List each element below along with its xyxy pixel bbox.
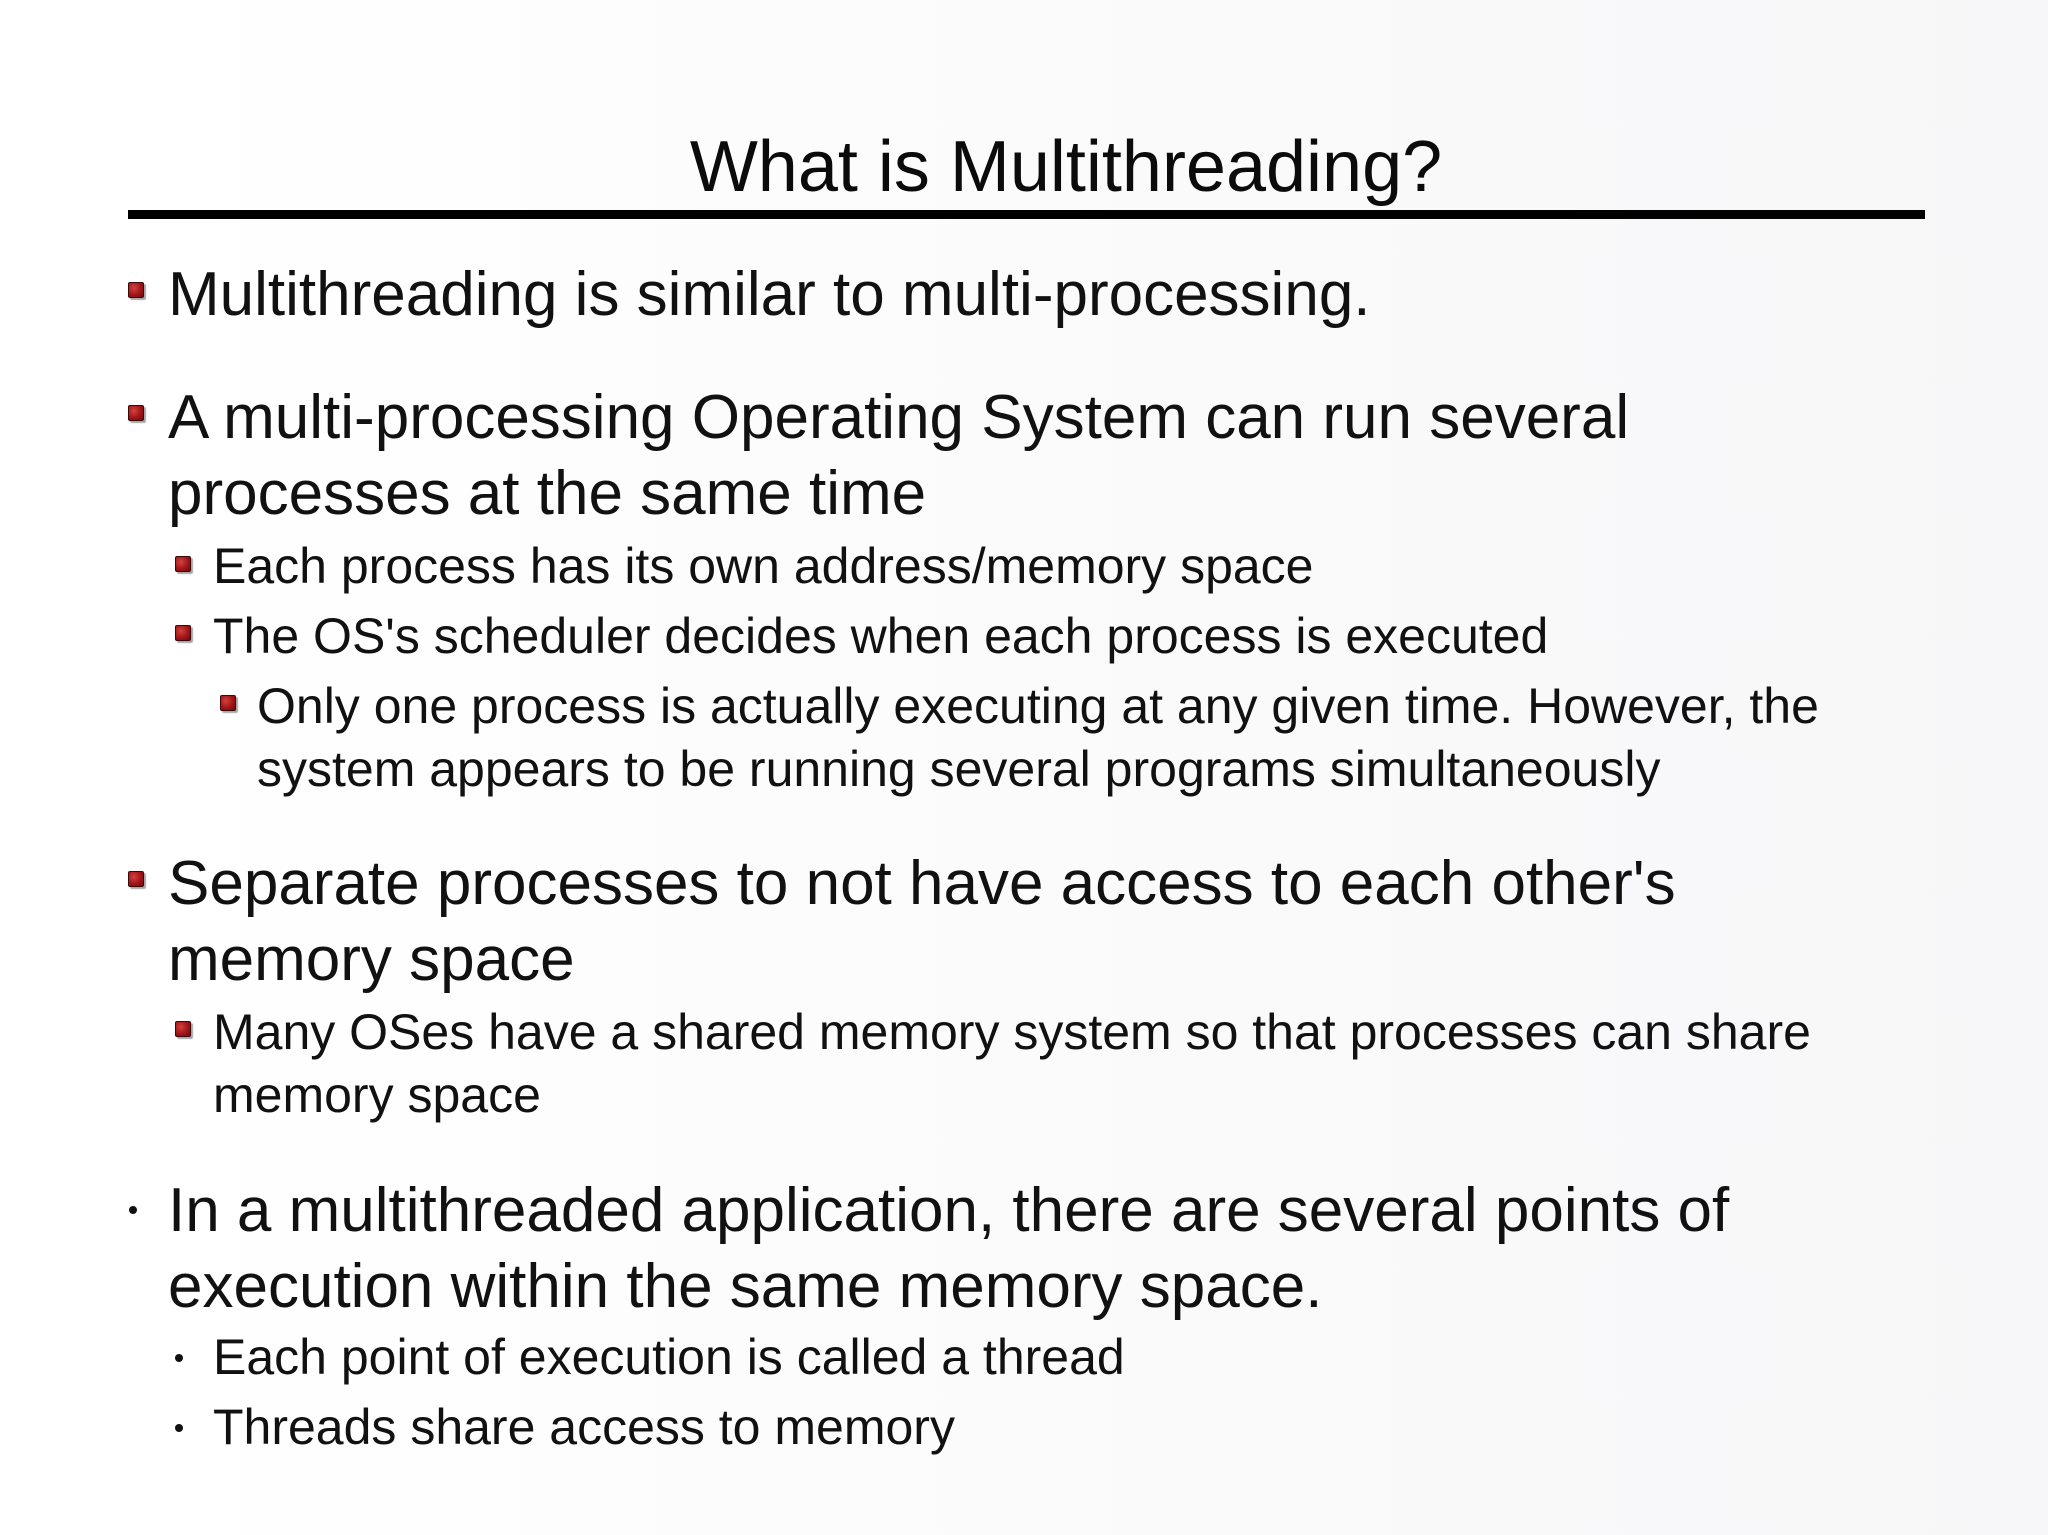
- bullet-level3-text: Only one process is actually executing at any given time. However, the system appears to be running several programs simultaneously: [257, 678, 1819, 797]
- red-square-bullet-icon: [175, 1021, 191, 1037]
- bullet-level2-text: Many OSes have a shared memory system so that processes can share memory space: [213, 1004, 1811, 1123]
- red-square-bullet-icon: [128, 282, 144, 298]
- bullet-level2-text: Each process has its own address/memory space: [213, 538, 1314, 594]
- bullet-level1-text: A multi-processing Operating System can run several processes at the same time: [168, 383, 1630, 528]
- dot-bullet-icon: [129, 1206, 137, 1214]
- dot-bullet-icon: [175, 1424, 183, 1432]
- bullet-level2-text: Threads share access to memory: [213, 1399, 955, 1455]
- bullet-level1-text: In a multithreaded application, there are several points of execution within the same memory space.: [168, 1176, 1730, 1321]
- red-square-bullet-icon: [175, 556, 191, 572]
- red-square-bullet-icon: [220, 695, 236, 711]
- red-square-bullet-icon: [128, 871, 144, 887]
- bullet-level1-text: Multithreading is similar to multi-processing.: [168, 260, 1371, 329]
- bullet-level1-text: Separate processes to not have access to each other's memory space: [168, 849, 1676, 994]
- title-underline: [128, 210, 1925, 219]
- dot-bullet-icon: [175, 1354, 183, 1362]
- slide-title: What is Multithreading?: [689, 127, 1443, 207]
- bullet-level2-text: Each point of execution is called a thread: [213, 1329, 1125, 1385]
- red-square-bullet-icon: [175, 625, 191, 641]
- red-square-bullet-icon: [128, 405, 144, 421]
- bullet-level2-text: The OS's scheduler decides when each process is executed: [213, 608, 1549, 664]
